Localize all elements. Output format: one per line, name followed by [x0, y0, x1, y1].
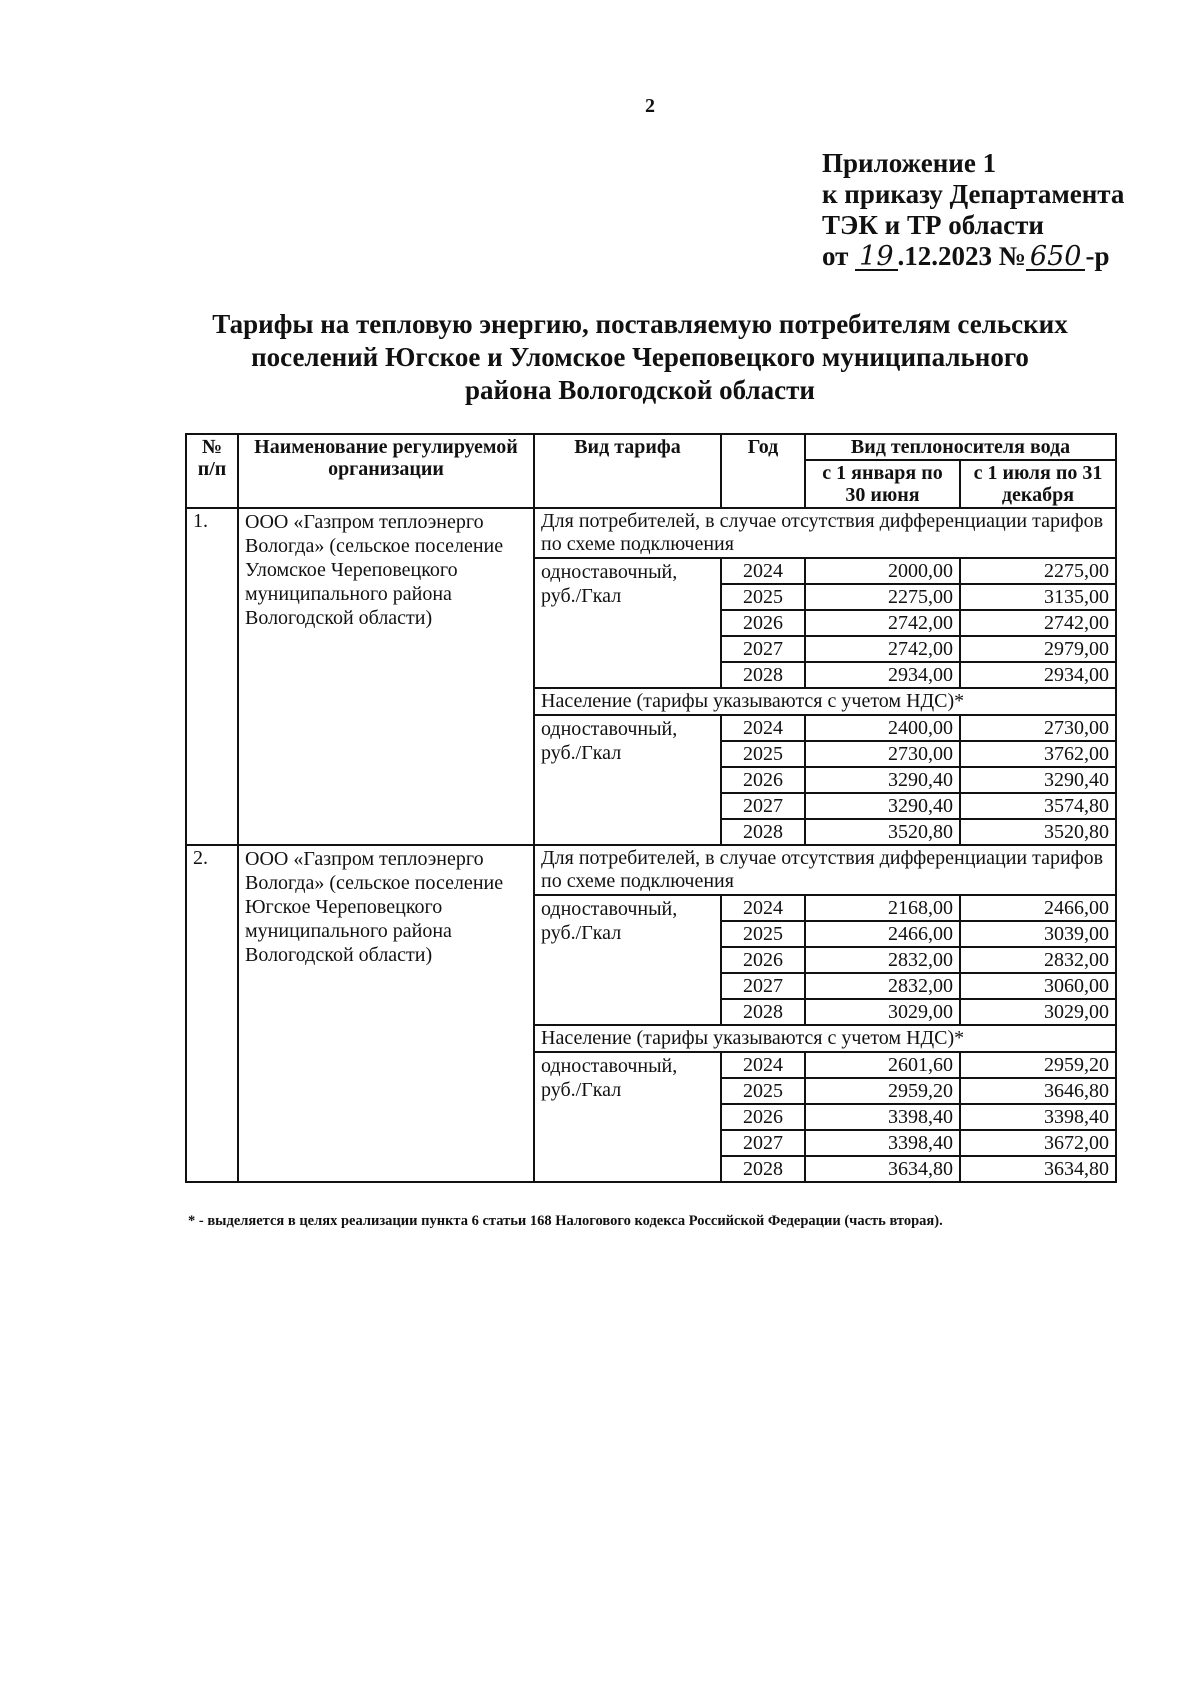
tariff-first-half: 3290,40 — [805, 767, 960, 793]
handwritten-order-number: 650 — [1026, 245, 1086, 271]
year-cell: 2026 — [721, 610, 805, 636]
tariff-first-half: 3520,80 — [805, 819, 960, 845]
footnote: * - выделяется в целях реализации пункта 6 статьи 168 Налогового кодекса Российской Федерации (часть вторая). — [188, 1213, 943, 1229]
year-cell: 2024 — [721, 895, 805, 921]
tariff-second-half: 3039,00 — [960, 921, 1116, 947]
appendix-header — [822, 148, 1124, 272]
tariff-first-half: 3398,40 — [805, 1104, 960, 1130]
title-line-2: поселений Югское и Уломское Череповецкого муниципального — [251, 342, 1029, 372]
tariff-first-half: 2275,00 — [805, 584, 960, 610]
year-cell: 2027 — [721, 793, 805, 819]
tariff-second-half: 3398,40 — [960, 1104, 1116, 1130]
tariff-first-half: 2742,00 — [805, 610, 960, 636]
tariff-second-half: 2934,00 — [960, 662, 1116, 688]
tariff-second-half: 2466,00 — [960, 895, 1116, 921]
tariff-second-half: 3029,00 — [960, 999, 1116, 1025]
handwritten-day: 19 — [855, 245, 897, 271]
consumer-category: Для потребителей, в случае отсутствия дифференциации тарифов по схеме подключения — [534, 845, 1116, 895]
tariff-second-half: 3762,00 — [960, 741, 1116, 767]
tariff-second-half: 3135,00 — [960, 584, 1116, 610]
appendix-line-2: к приказу Департамента — [822, 179, 1125, 209]
year-cell: 2026 — [721, 767, 805, 793]
category-row — [186, 508, 1116, 558]
tariff-second-half: 3574,80 — [960, 793, 1116, 819]
tariff-second-half: 2730,00 — [960, 715, 1116, 741]
header-period-1: с 1 января по 30 июня — [805, 460, 960, 508]
table-header — [186, 434, 1116, 508]
tariff-second-half: 3646,80 — [960, 1078, 1116, 1104]
year-cell: 2025 — [721, 921, 805, 947]
year-cell: 2026 — [721, 947, 805, 973]
date-rest: .12.2023 № — [897, 241, 1026, 271]
tariff-first-half: 2730,00 — [805, 741, 960, 767]
header-number: № п/п — [186, 434, 238, 508]
tariff-first-half: 2601,60 — [805, 1052, 960, 1078]
tariff-second-half: 2275,00 — [960, 558, 1116, 584]
tariff-second-half: 3060,00 — [960, 973, 1116, 999]
year-cell: 2027 — [721, 973, 805, 999]
tariff-table — [185, 433, 1117, 1183]
tariff-second-half: 3520,80 — [960, 819, 1116, 845]
tariff-first-half: 2832,00 — [805, 947, 960, 973]
tariff-second-half: 3290,40 — [960, 767, 1116, 793]
year-cell: 2027 — [721, 636, 805, 662]
tariff-first-half: 2934,00 — [805, 662, 960, 688]
header-tariff-kind: Вид тарифа — [534, 434, 721, 508]
tariff-first-half: 2959,20 — [805, 1078, 960, 1104]
tariff-second-half: 3672,00 — [960, 1130, 1116, 1156]
date-prefix: от — [822, 241, 849, 271]
appendix-line-3: ТЭК и ТР области — [822, 210, 1044, 240]
year-cell: 2024 — [721, 558, 805, 584]
organization-number: 1. — [186, 508, 238, 845]
header-year: Год — [721, 434, 805, 508]
tariff-second-half: 2742,00 — [960, 610, 1116, 636]
page-number: 2 — [645, 95, 655, 117]
year-cell: 2028 — [721, 999, 805, 1025]
consumer-category: Население (тарифы указываются с учетом НДС)* — [534, 688, 1116, 715]
consumer-category: Население (тарифы указываются с учетом НДС)* — [534, 1025, 1116, 1052]
tariff-kind: одноставочный, руб./Гкал — [534, 895, 721, 1025]
appendix-line-1: Приложение 1 — [822, 148, 997, 178]
order-suffix: -р — [1085, 241, 1110, 271]
tariff-first-half: 2742,00 — [805, 636, 960, 662]
tariff-first-half: 2832,00 — [805, 973, 960, 999]
header-period-2: с 1 июля по 31 декабря — [960, 460, 1116, 508]
year-cell: 2027 — [721, 1130, 805, 1156]
tariff-second-half: 2979,00 — [960, 636, 1116, 662]
appendix-date-line — [822, 241, 1124, 272]
year-cell: 2026 — [721, 1104, 805, 1130]
year-cell: 2025 — [721, 584, 805, 610]
tariff-first-half: 2000,00 — [805, 558, 960, 584]
title-line-1: Тарифы на тепловую энергию, поставляемую потребителям сельских — [212, 309, 1068, 339]
year-cell: 2028 — [721, 1156, 805, 1182]
header-carrier: Вид теплоносителя вода — [805, 434, 1116, 460]
year-cell: 2025 — [721, 741, 805, 767]
year-cell: 2025 — [721, 1078, 805, 1104]
tariff-kind: одноставочный, руб./Гкал — [534, 558, 721, 688]
tariff-second-half: 3634,80 — [960, 1156, 1116, 1182]
organization-number: 2. — [186, 845, 238, 1182]
table-body — [186, 508, 1116, 1182]
tariff-first-half: 3634,80 — [805, 1156, 960, 1182]
header-organization: Наименование регулируемой организации — [238, 434, 534, 508]
year-cell: 2024 — [721, 715, 805, 741]
tariff-second-half: 2832,00 — [960, 947, 1116, 973]
document-title — [170, 308, 1110, 407]
category-row — [186, 845, 1116, 895]
tariff-first-half: 2466,00 — [805, 921, 960, 947]
consumer-category: Для потребителей, в случае отсутствия дифференциации тарифов по схеме подключения — [534, 508, 1116, 558]
tariff-first-half: 3029,00 — [805, 999, 960, 1025]
title-line-3: района Вологодской области — [465, 375, 815, 405]
tariff-first-half: 2400,00 — [805, 715, 960, 741]
tariff-first-half: 2168,00 — [805, 895, 960, 921]
tariff-kind: одноставочный, руб./Гкал — [534, 1052, 721, 1182]
tariff-first-half: 3398,40 — [805, 1130, 960, 1156]
year-cell: 2024 — [721, 1052, 805, 1078]
year-cell: 2028 — [721, 662, 805, 688]
tariff-kind: одноставочный, руб./Гкал — [534, 715, 721, 845]
organization-name: ООО «Газпром теплоэнерго Вологда» (сельское поселение Югское Череповецкого муниципального района Вологодской области) — [238, 845, 534, 1182]
organization-name: ООО «Газпром теплоэнерго Вологда» (сельское поселение Уломское Череповецкого муниципального района Вологодской области) — [238, 508, 534, 845]
year-cell: 2028 — [721, 819, 805, 845]
tariff-second-half: 2959,20 — [960, 1052, 1116, 1078]
tariff-first-half: 3290,40 — [805, 793, 960, 819]
